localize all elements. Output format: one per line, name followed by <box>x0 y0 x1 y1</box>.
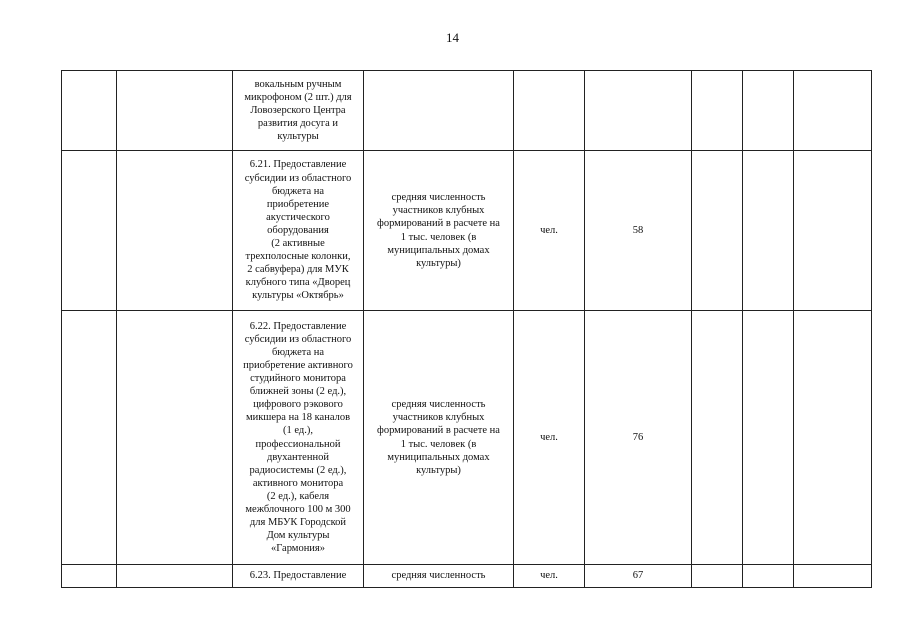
empty-cell <box>794 71 872 151</box>
value-cell: 67 <box>585 565 692 588</box>
empty-cell <box>743 71 794 151</box>
indicator-cell: средняя численность участников клубных формирований в расчете на 1 тыс. человек (в муниципальных домах культуры) <box>364 311 514 565</box>
empty-cell <box>794 565 872 588</box>
empty-cell <box>62 311 117 565</box>
empty-cell <box>117 151 233 311</box>
value-cell <box>585 71 692 151</box>
empty-cell <box>692 565 743 588</box>
empty-cell <box>794 151 872 311</box>
unit-cell: чел. <box>514 311 585 565</box>
page-number: 14 <box>446 30 459 45</box>
empty-cell <box>62 151 117 311</box>
empty-cell <box>692 151 743 311</box>
activity-description-cell: 6.22. Предоставление субсидии из областного бюджета на приобретение активного студийного монитора ближней зоны (2 ед.), цифрового рэкового микшера на 18 каналов (1 ед.), профессиональной двухантенной радиосистемы (2 ед.), активного монитора (2 ед.), кабеля межблочного 100 м 300 для МБУК Городской Дом культуры «Гармония» <box>233 311 364 565</box>
unit-cell <box>514 71 585 151</box>
empty-cell <box>794 311 872 565</box>
value-cell: 58 <box>585 151 692 311</box>
table-row <box>62 71 872 151</box>
unit-cell: чел. <box>514 565 585 588</box>
empty-cell <box>62 565 117 588</box>
unit-cell: чел. <box>514 151 585 311</box>
empty-cell <box>692 311 743 565</box>
empty-cell <box>743 151 794 311</box>
empty-cell <box>743 565 794 588</box>
table-row <box>62 565 872 588</box>
activity-description-cell: 6.23. Предоставление <box>233 565 364 588</box>
activity-description-cell: 6.21. Предоставление субсидии из областного бюджета на приобретение акустического оборудования (2 активные трехполосные колонки, 2 сабвуфера) для МУК клубного типа «Дворец культуры «Октябрь» <box>233 151 364 311</box>
empty-cell <box>692 71 743 151</box>
table-row <box>62 151 872 311</box>
indicator-cell: средняя численность участников клубных формирований в расчете на 1 тыс. человек (в муниципальных домах культуры) <box>364 151 514 311</box>
indicator-cell: средняя численность <box>364 565 514 588</box>
value-cell: 76 <box>585 311 692 565</box>
empty-cell <box>117 565 233 588</box>
empty-cell <box>117 71 233 151</box>
program-table <box>61 70 872 588</box>
indicator-cell <box>364 71 514 151</box>
empty-cell <box>62 71 117 151</box>
empty-cell <box>743 311 794 565</box>
table-row <box>62 311 872 565</box>
empty-cell <box>117 311 233 565</box>
activity-description-cell: вокальным ручным микрофоном (2 шт.) для Ловозерского Центра развития досуга и культуры <box>233 71 364 151</box>
